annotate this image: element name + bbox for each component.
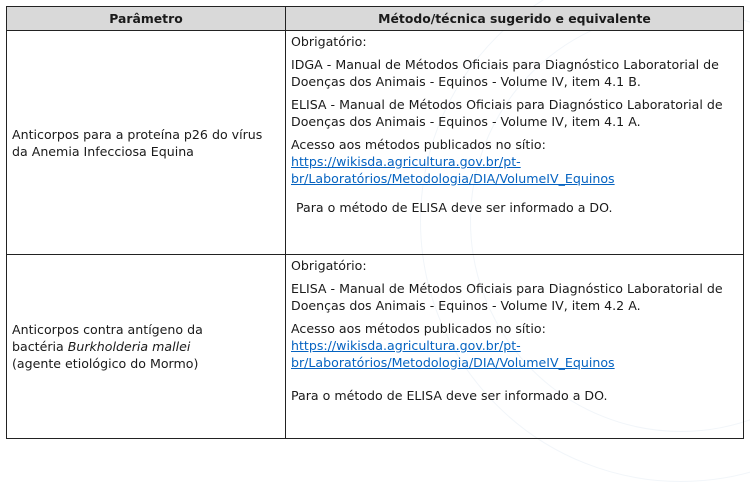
- method-link-line1[interactable]: https://wikisda.agricultura.gov.br/pt-: [291, 338, 521, 353]
- parameter-line3: (agente etiológico do Mormo): [12, 356, 199, 371]
- header-method: Método/técnica sugerido e equivalente: [286, 7, 744, 31]
- method-cell: [286, 31, 744, 255]
- method-idga: IDGA - Manual de Métodos Oficiais para Diagnóstico Laboratorial de Doenças dos Animais - Equinos - Volume IV, item 4.1 B.: [291, 57, 719, 89]
- parameter-prefix: bactéria: [12, 339, 68, 354]
- bacteria-name: Burkholderia mallei: [67, 339, 191, 354]
- parameter-text: Anticorpos para a proteína p26 do vírus da Anemia Infecciosa Equina: [12, 126, 263, 159]
- mandatory-label: Obrigatório:: [291, 34, 367, 49]
- elisa-note: Para o método de ELISA deve ser informado a DO.: [296, 200, 613, 215]
- table-row: [7, 255, 744, 439]
- elisa-note: Para o método de ELISA deve ser informado a DO.: [291, 388, 608, 403]
- parameter-line1: Anticorpos contra antígeno da: [12, 322, 203, 337]
- table-row: [7, 31, 744, 255]
- method-link-line1[interactable]: https://wikisda.agricultura.gov.br/pt-: [291, 154, 521, 169]
- parameter-line2: [12, 338, 281, 355]
- access-text: [291, 320, 737, 371]
- access-label: Acesso aos métodos publicados no sítio:: [291, 321, 546, 336]
- parameter-cell: [7, 255, 286, 439]
- access-label: Acesso aos métodos publicados no sítio:: [291, 137, 546, 152]
- parameters-table: [6, 6, 744, 439]
- access-text: [291, 136, 737, 187]
- parameter-cell: [7, 31, 286, 255]
- method-elisa: ELISA - Manual de Métodos Oficiais para Diagnóstico Laboratorial de Doenças dos Animais - Equinos - Volume IV, item 4.2 A.: [291, 281, 723, 313]
- method-link-line2[interactable]: br/Laboratórios/Metodologia/DIA/VolumeIV_Equinos: [291, 171, 615, 186]
- method-cell: [286, 255, 744, 439]
- header-parameter: Parâmetro: [7, 7, 286, 31]
- method-link-line2[interactable]: br/Laboratórios/Metodologia/DIA/VolumeIV_Equinos: [291, 355, 615, 370]
- method-elisa: ELISA - Manual de Métodos Oficiais para Diagnóstico Laboratorial de Doenças dos Animais - Equinos - Volume IV, item 4.1 A.: [291, 97, 723, 129]
- mandatory-label: Obrigatório:: [291, 258, 367, 273]
- table-header-row: [7, 7, 744, 31]
